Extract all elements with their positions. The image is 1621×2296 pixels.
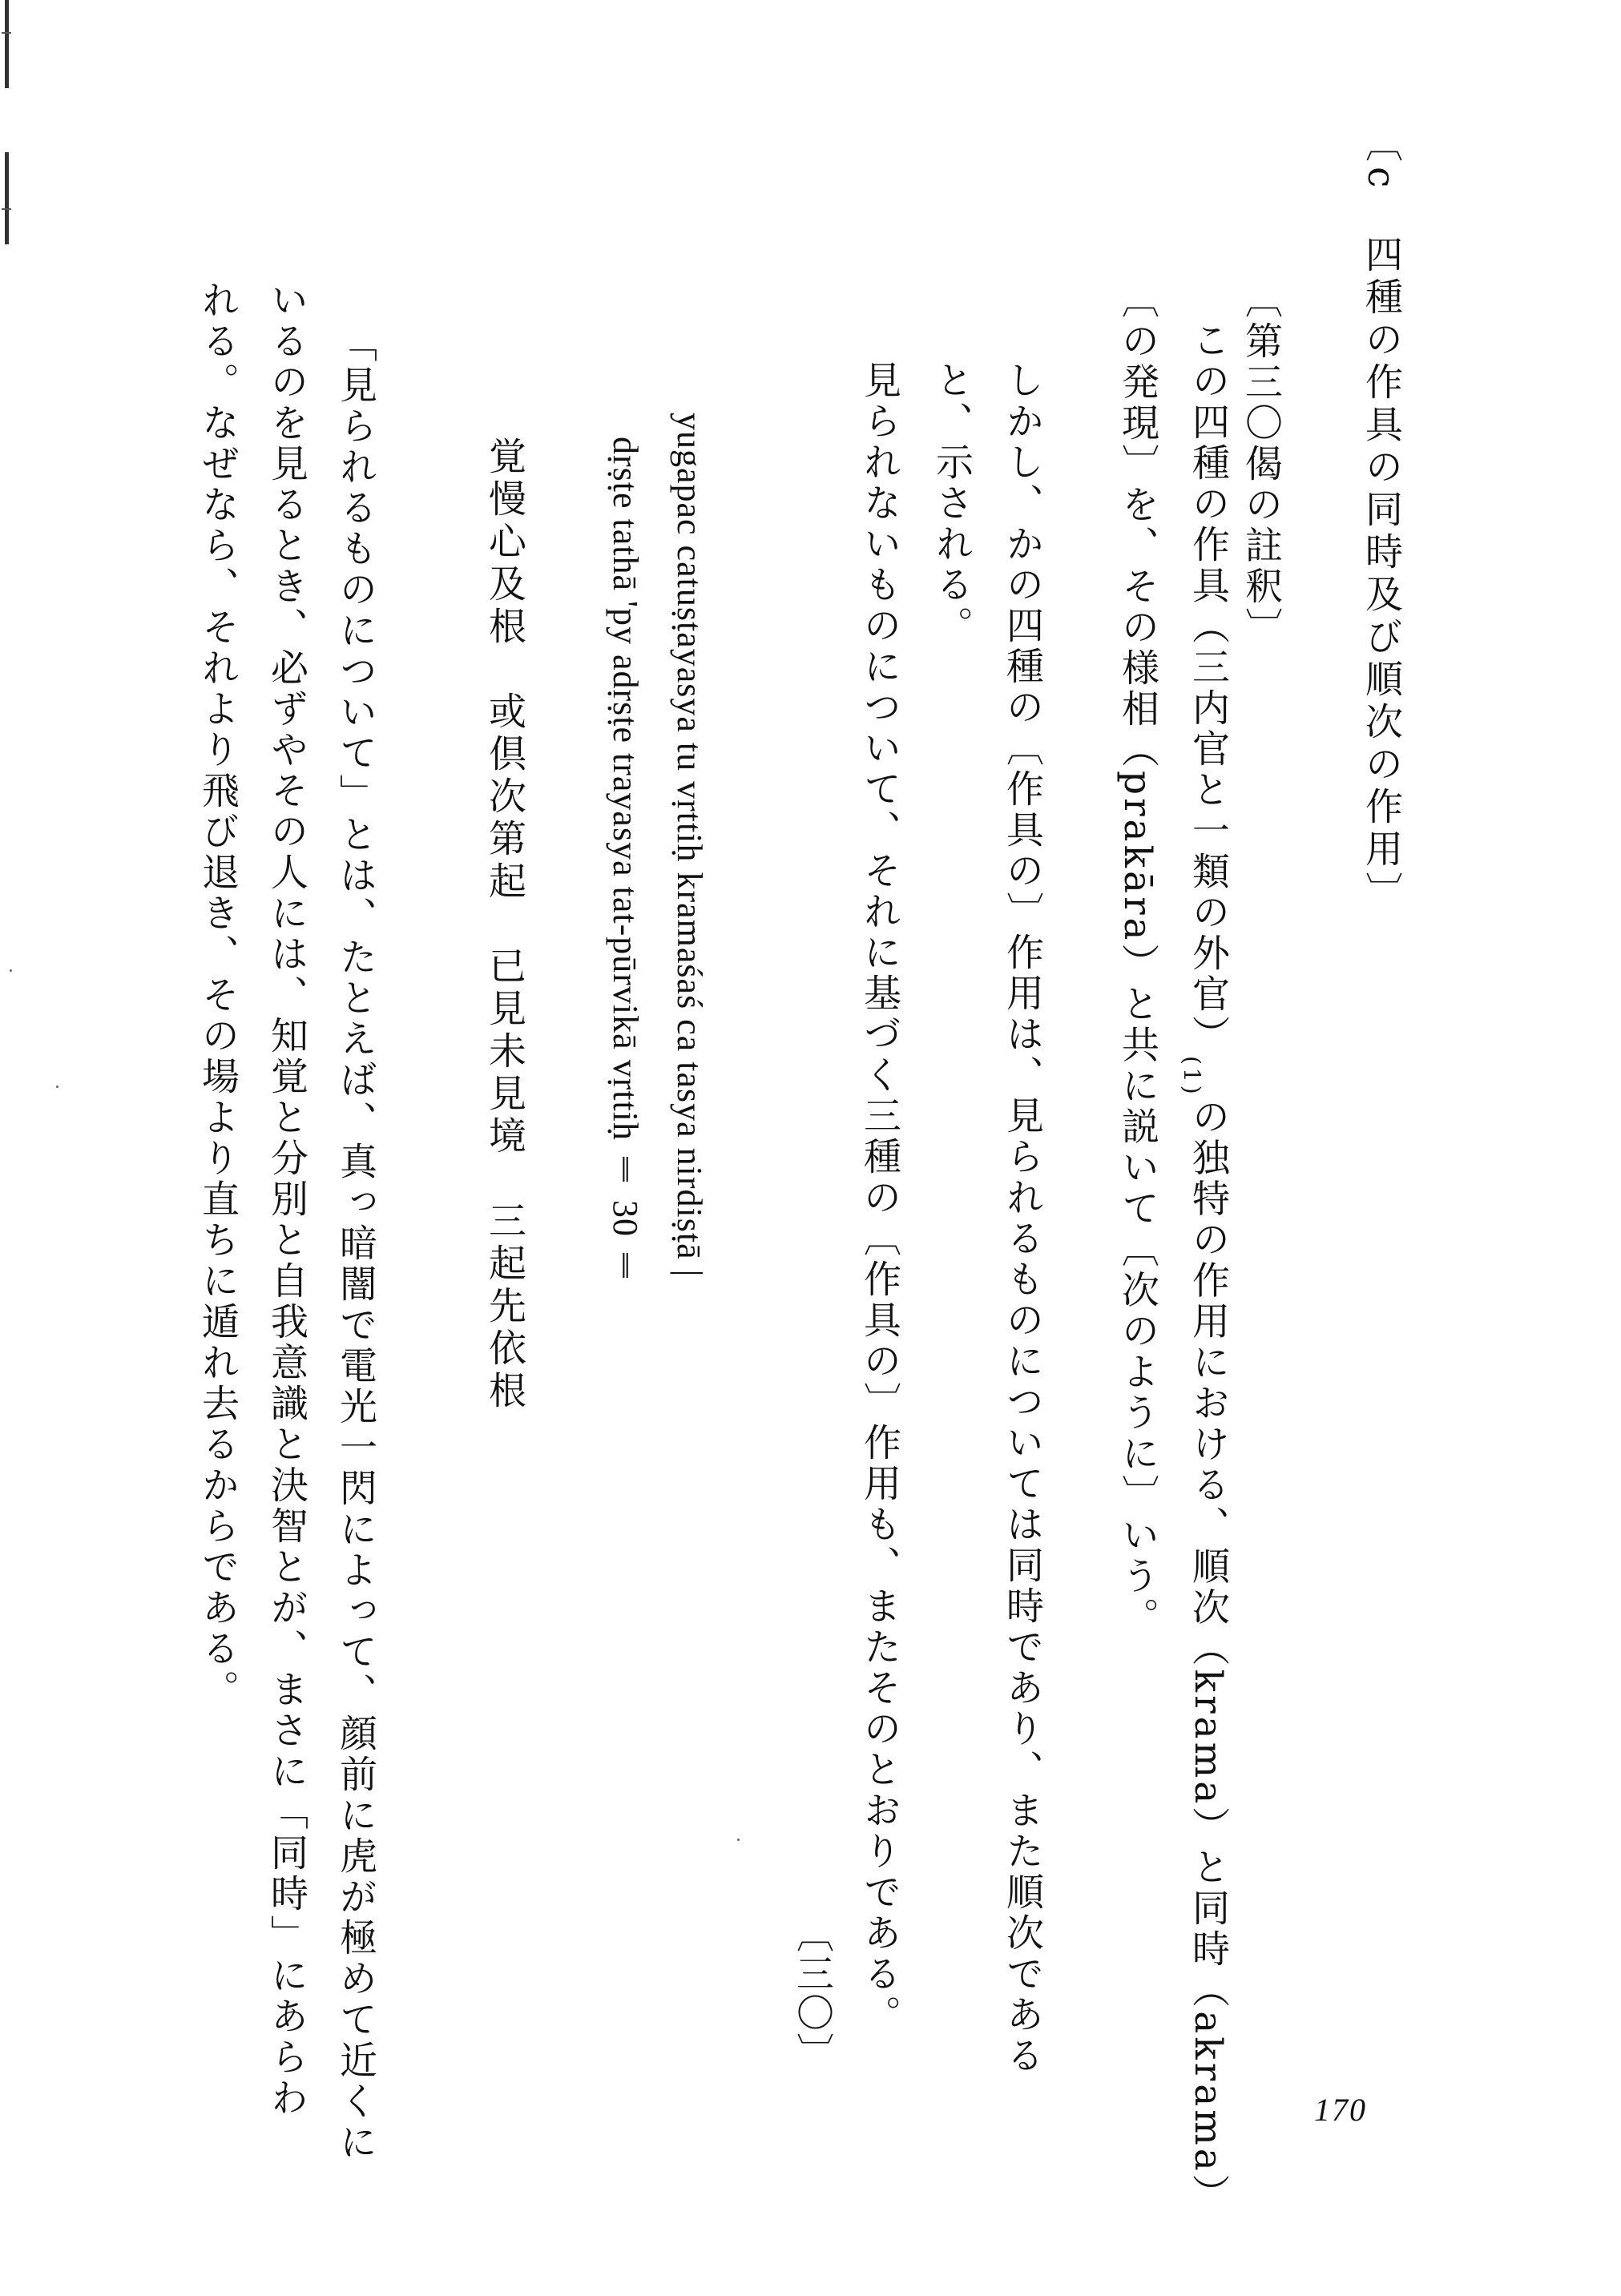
- intro-line-1a: この四種の作具（三内官と一類の外官）: [1186, 320, 1230, 1056]
- sanskrit-line-1: yugapac catuṣṭayasya tu vṛttiḥ kramaśaś ca tasya nirdiṣṭā |: [670, 413, 709, 1278]
- section-title: 〔c 四種の作具の同時及び順次の作用〕: [1359, 124, 1403, 915]
- scan-speck: [56, 1086, 58, 1088]
- scan-speck: [10, 969, 12, 972]
- intro-line-1: [1179, 320, 1230, 2215]
- commentary-heading: 〔第三〇偈の註釈〕: [1239, 280, 1283, 648]
- scan-speck: [737, 1839, 740, 1841]
- scan-edge-tick: [2, 208, 11, 210]
- verse-line-2: と、示される。: [929, 361, 974, 647]
- commentary-line-3: れる。なぜなら、それより飛び退き、その場より直ちに遁れ去るからである。: [196, 280, 240, 1710]
- page-number: 170: [1314, 2092, 1367, 2128]
- sanskrit-line-2: dṛṣṭe tathā 'py adṛṣṭe trayasya tat-pūrvikā vṛttiḥ ‖ 30 ‖: [606, 437, 645, 1287]
- chinese-verse: 覚慢心及根 或倶次第起 已見未見境 三起先依根: [482, 437, 526, 1413]
- scan-edge-bar: [5, 152, 9, 244]
- scan-edge-bar: [5, 0, 9, 88]
- scan-edge-artifact: [0, 0, 19, 288]
- commentary-line-1: 「見られるものについて」とは、たとえば、真っ暗闇で電光一閃によって、顔前に虎が極めて近くに: [333, 324, 377, 2163]
- intro-line-2: 〔の発現〕を、その様相（prakāra）と共に説いて〔次のように〕いう。: [1115, 280, 1159, 1638]
- commentary-line-2: いるのを見るとき、必ずやその人には、知覚と分別と自我意識と決智とが、まさに「同時」にあらわ: [264, 280, 308, 2119]
- verse-line-1: しかし、かの四種の〔作具の〕作用は、見られるものについては同時であり、また順次である: [1000, 361, 1044, 2076]
- scan-edge-tick: [2, 32, 11, 34]
- intro-line-1b: の独特の作用における、順次（krama）と同時（akrama）: [1186, 1097, 1230, 2215]
- footnote-marker: (1): [1179, 1056, 1205, 1098]
- verse-number: 〔三〇〕: [790, 1915, 834, 2072]
- verse-line-3: 見られないものについて、それに基づく三種の〔作具の〕作用も、またそのとおりである。: [857, 361, 901, 2036]
